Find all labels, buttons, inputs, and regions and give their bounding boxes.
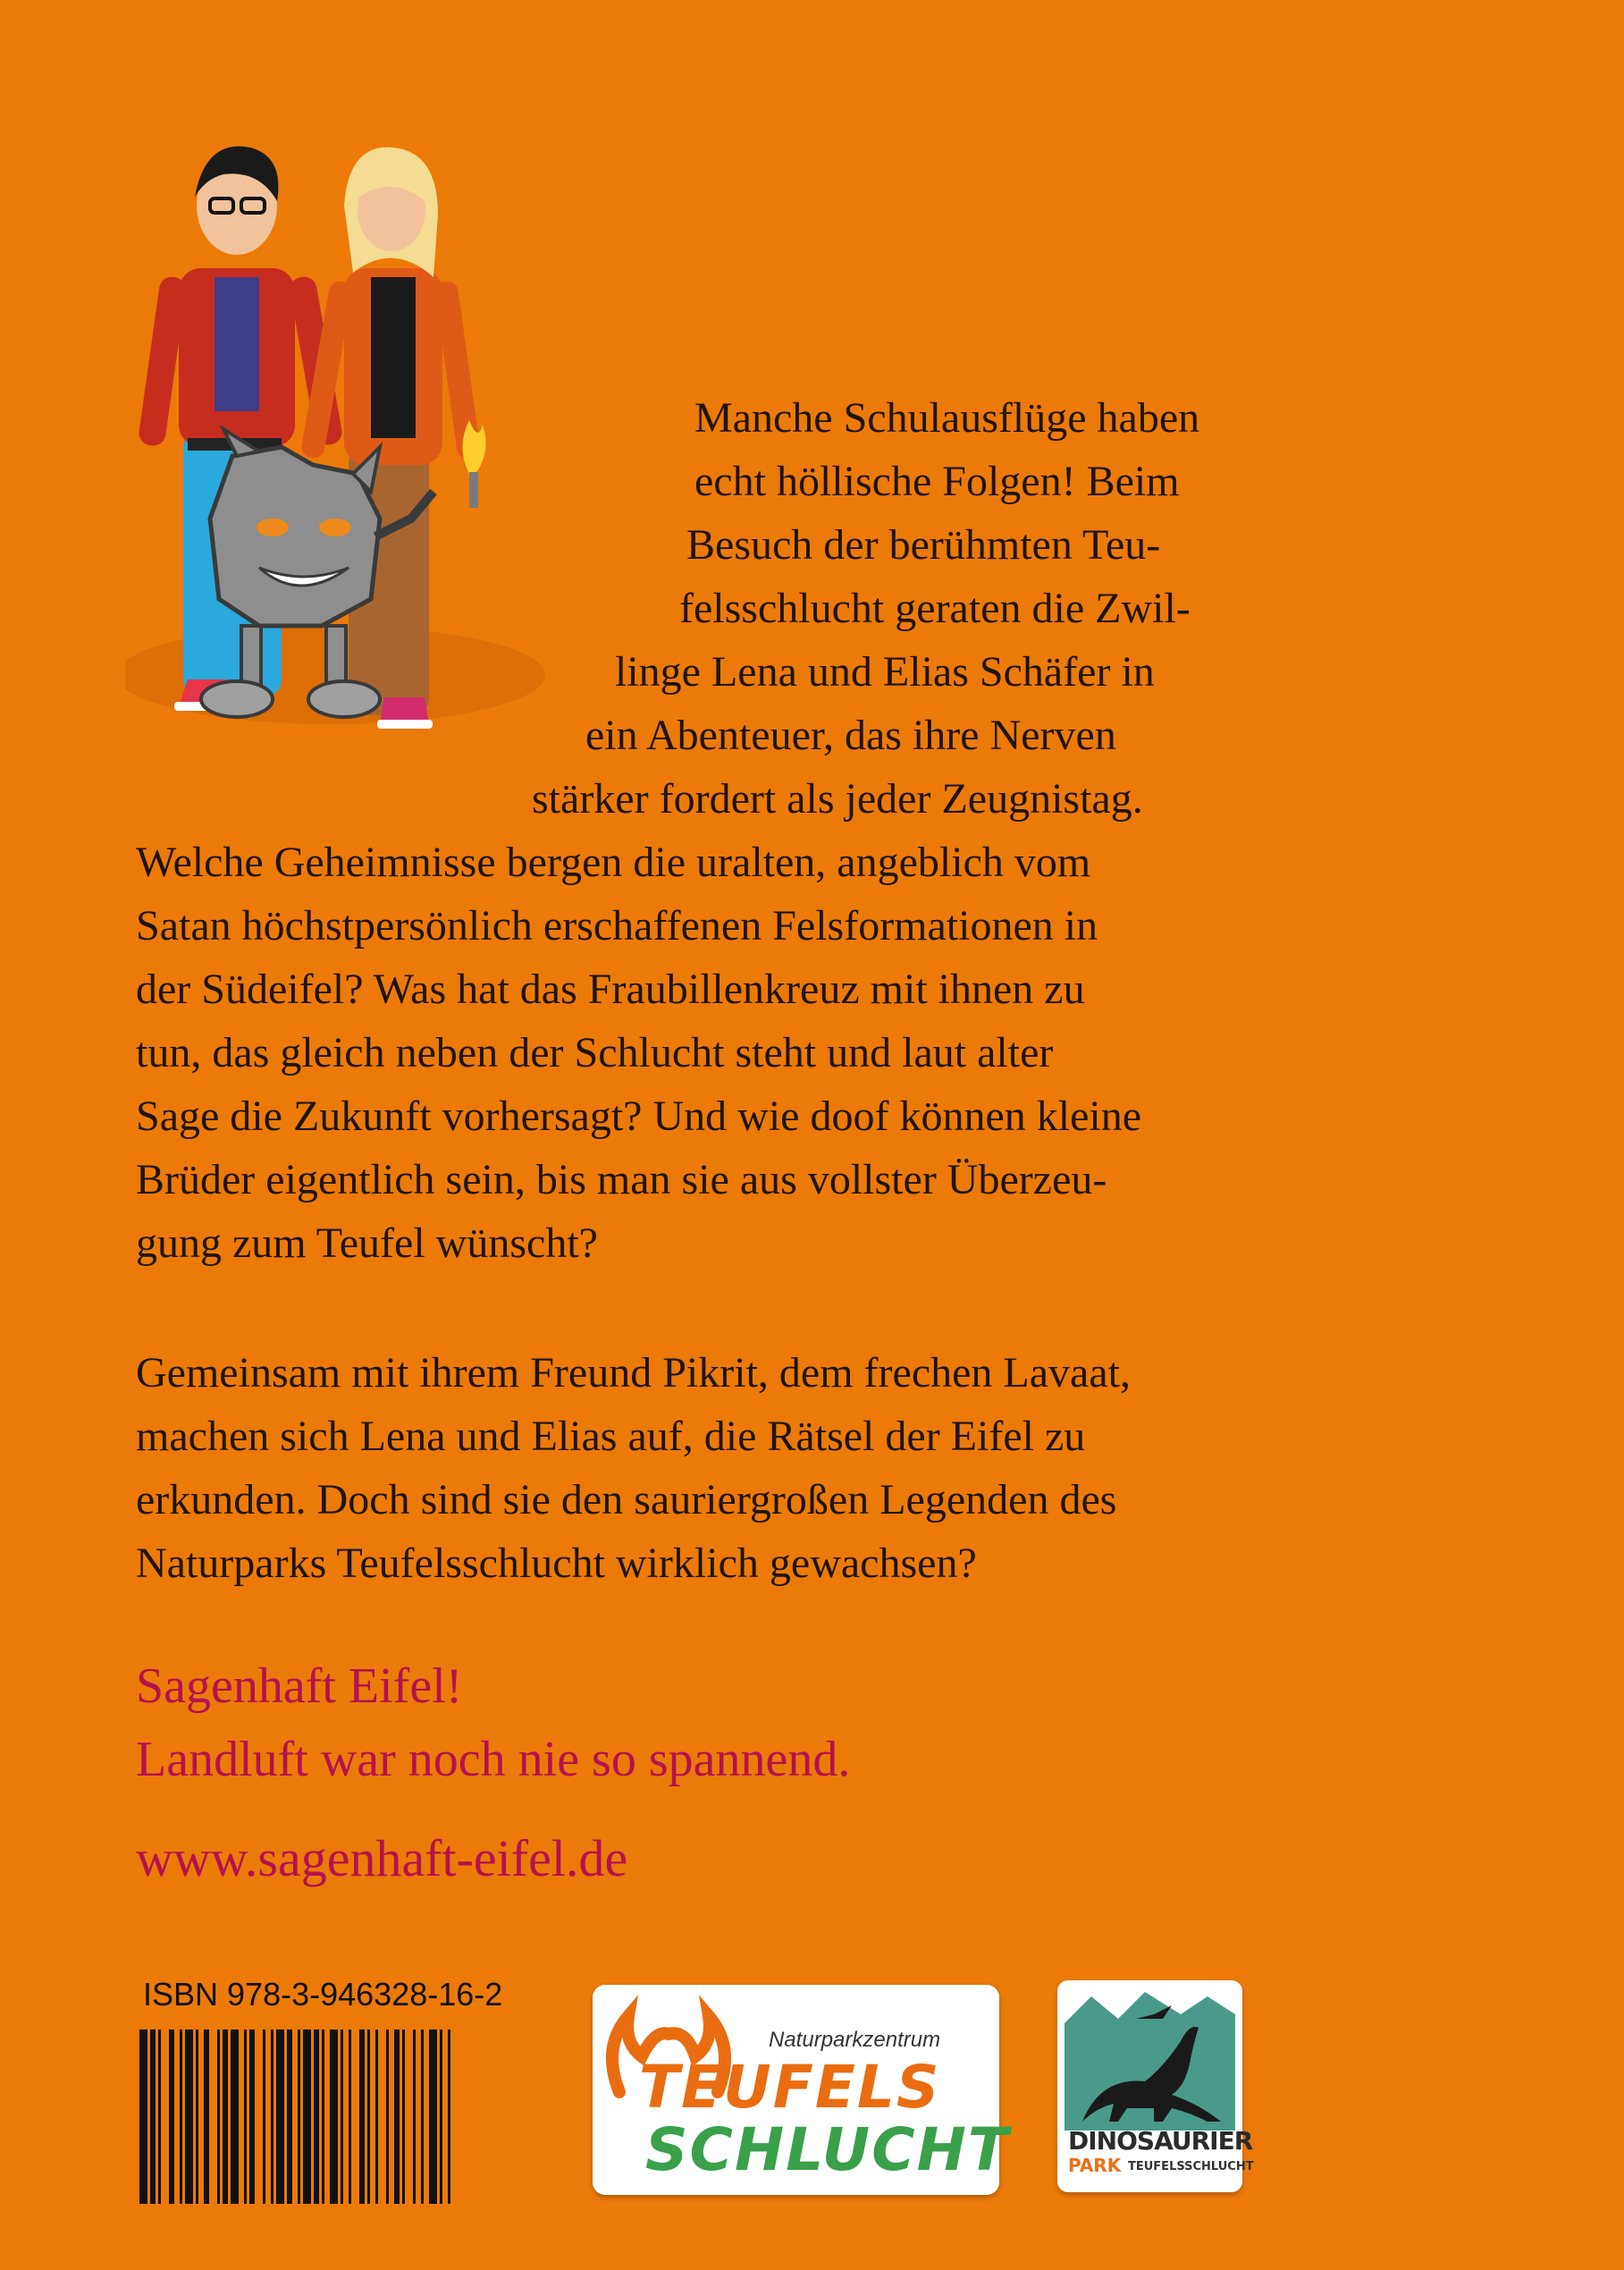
blurb-line: ein Abenteuer, das ihre Nerven	[585, 712, 1116, 759]
dinopark-logo-word-1: DINOSAURIER	[1068, 2126, 1253, 2156]
blurb-line: Sage die Zukunft vorhersagt? Und wie doof können kleine	[136, 1093, 1142, 1140]
barcode-bar	[341, 2029, 343, 2204]
barcode-bar	[139, 2029, 147, 2204]
blurb-line: felsschlucht geraten die Zwil-	[679, 585, 1191, 632]
barcode-bar	[429, 2029, 437, 2204]
blurb-line: linge Lena und Elias Schäfer in	[615, 648, 1155, 696]
blurb-line: Naturparks Teufelsschlucht wirklich gewachsen?	[136, 1540, 977, 1587]
teufelsschlucht-logo-small: Naturparkzentrum	[769, 2028, 941, 2052]
barcode-bar	[298, 2029, 300, 2204]
blurb-line: Brüder eigentlich sein, bis man sie aus vollster Überzeu-	[136, 1156, 1107, 1203]
barcode-bar	[330, 2029, 338, 2204]
dinopark-logo-word-3: TEUFELSSCHLUCHT	[1128, 2160, 1254, 2173]
blurb-line: der Südeifel? Was hat das Fraubillenkreuz mit ihnen zu	[136, 966, 1085, 1013]
barcode-bar	[223, 2029, 228, 2204]
blurb-line: Gemeinsam mit ihrem Freund Pikrit, dem frechen Lavaat,	[136, 1349, 1131, 1397]
barcode-bar	[303, 2029, 311, 2204]
barcode-bar	[375, 2029, 378, 2204]
barcode-bar	[180, 2029, 182, 2204]
tagline-line-1: Sagenhaft Eifel!	[136, 1658, 463, 1714]
barcode-bar	[217, 2029, 220, 2204]
barcode-bar	[196, 2029, 198, 2204]
blurb-line: echt höllische Folgen! Beim	[694, 458, 1180, 505]
barcode-bar	[413, 2029, 416, 2204]
blurb-line: Welche Geheimnisse bergen die uralten, angeblich vom	[136, 839, 1091, 886]
dinopark-logo-word-2: PARK	[1068, 2155, 1122, 2176]
barcode-bar	[386, 2029, 389, 2204]
barcode-bar	[448, 2029, 450, 2204]
barcode-bar	[169, 2029, 174, 2204]
dinosaur-icon	[1064, 1987, 1235, 2131]
barcode-bar	[322, 2029, 324, 2204]
teufelsschlucht-logo-line-2: SCHLUCHT	[645, 2115, 1010, 2184]
blurb-line: stärker fordert als jeder Zeugnistag.	[532, 775, 1143, 823]
blurb-line: machen sich Lena und Elias auf, die Rätsel der Eifel zu	[136, 1413, 1086, 1460]
barcode-bar	[263, 2029, 265, 2204]
barcode-bar	[359, 2029, 365, 2204]
blurb-line: erkunden. Doch sind sie den sauriergroßen Legenden des	[136, 1476, 1117, 1523]
barcode-bar	[349, 2029, 351, 2204]
barcode-bar	[244, 2029, 247, 2204]
barcode-bar	[204, 2029, 209, 2204]
blurb-line: gung zum Teufel wünscht?	[136, 1219, 598, 1267]
barcode-bar	[287, 2029, 292, 2204]
barcode-bar	[185, 2029, 193, 2204]
barcode-bar	[158, 2029, 161, 2204]
blurb-line: Satan höchstpersönlich erschaffenen Felsformationen in	[136, 902, 1098, 949]
barcode-bar	[314, 2029, 319, 2204]
barcode-bar	[231, 2029, 239, 2204]
barcode-bar	[276, 2029, 284, 2204]
barcode-bar	[440, 2029, 442, 2204]
barcode-bar	[394, 2029, 400, 2204]
blurb-line: tun, das gleich neben der Schlucht steht und laut alter	[136, 1029, 1054, 1076]
isbn-label: ISBN 978-3-946328-16-2	[143, 1976, 503, 2013]
barcode-bar	[421, 2029, 424, 2204]
blurb-line: Manche Schulausflüge haben	[694, 394, 1200, 442]
barcode-bar	[402, 2029, 405, 2204]
blurb-line: Besuch der berühmten Teu-	[686, 521, 1161, 569]
barcode-bar	[150, 2029, 156, 2204]
tagline-line-2: Landluft war noch nie so spannend.	[136, 1732, 851, 1787]
characters-illustration	[125, 98, 563, 796]
barcode-bar	[249, 2029, 255, 2204]
teufelsschlucht-logo-line-1: TEUFELS	[639, 2053, 941, 2122]
website-link[interactable]: www.sagenhaft-eifel.de	[136, 1829, 628, 1887]
barcode	[139, 2029, 526, 2204]
barcode-bar	[271, 2029, 273, 2204]
barcode-bar	[367, 2029, 370, 2204]
